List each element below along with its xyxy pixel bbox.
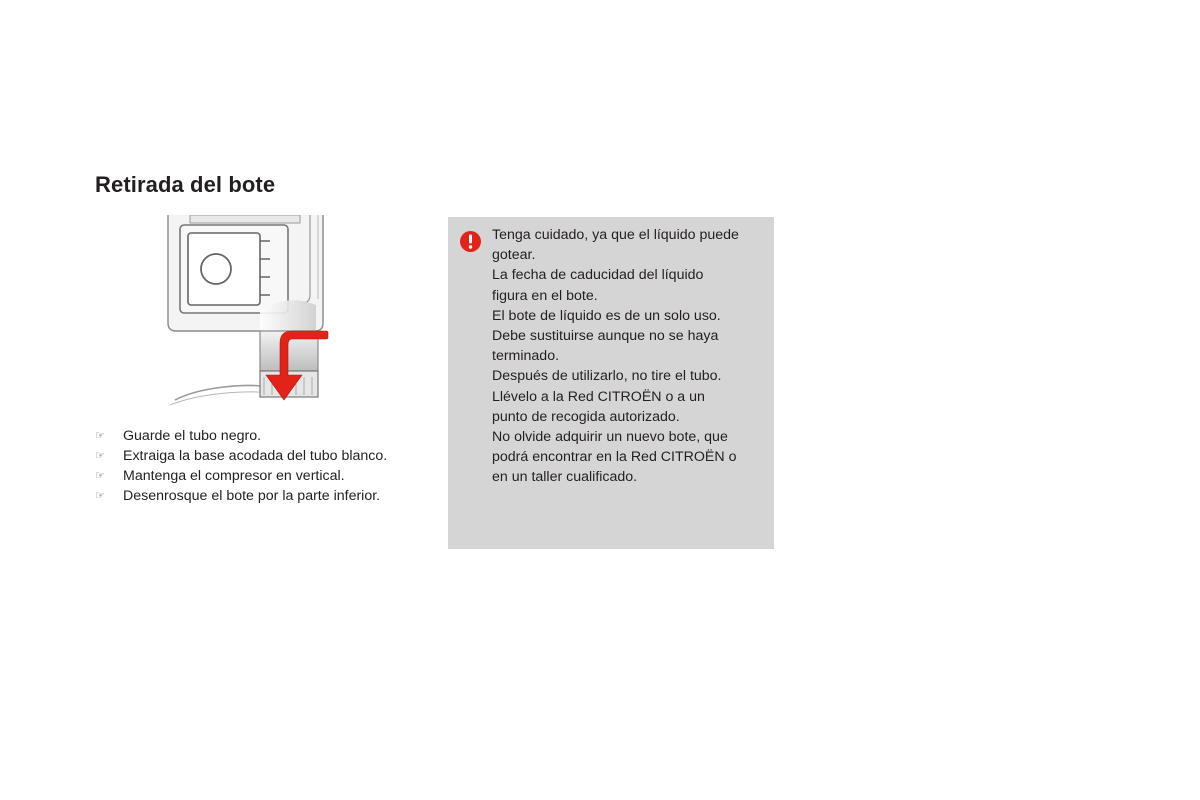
list-item <box>95 466 387 486</box>
warning-text <box>492 225 739 487</box>
warning-line: Tenga cuidado, ya que el líquido puede <box>492 227 739 243</box>
step-text: Desenrosque el bote por la parte inferior. <box>123 488 381 504</box>
warning-line: terminado. <box>492 348 560 365</box>
warning-line: punto de recogida autorizado. <box>492 408 680 425</box>
warning-box <box>448 217 774 549</box>
pointing-hand-icon: ☞ <box>95 490 105 502</box>
warning-line: figura en el bote. <box>492 287 598 304</box>
page-title: Retirada del bote <box>95 172 276 197</box>
warning-line: podrá encontrar en la Red CITROËN o <box>492 449 737 466</box>
exclamation-warning-icon <box>460 231 481 252</box>
warning-line: Llévelo a la Red CITROËN o a un <box>492 388 705 405</box>
step-text: Mantenga el compresor en vertical. <box>123 468 345 484</box>
step-text: Guarde el tubo negro. <box>123 428 262 444</box>
warning-line: gotear. <box>492 247 536 264</box>
pointing-hand-icon: ☞ <box>95 430 105 442</box>
compressor-illustration <box>160 215 360 410</box>
warning-line: en un taller cualificado. <box>492 469 638 486</box>
list-item <box>95 426 387 446</box>
list-item <box>95 486 387 506</box>
instruction-list <box>95 426 387 506</box>
warning-line: El bote de líquido es de un solo uso. <box>492 307 721 324</box>
warning-line: Después de utilizarlo, no tire el tubo. <box>492 368 722 385</box>
pointing-hand-icon: ☞ <box>95 470 105 482</box>
warning-line: Debe sustituirse aunque no se haya <box>492 327 719 344</box>
warning-line: La fecha de caducidad del líquido <box>492 267 704 284</box>
pointing-hand-icon: ☞ <box>95 450 105 462</box>
step-text: Extraiga la base acodada del tubo blanco. <box>123 448 388 464</box>
list-item <box>95 446 387 466</box>
warning-line: No olvide adquirir un nuevo bote, que <box>492 428 728 445</box>
